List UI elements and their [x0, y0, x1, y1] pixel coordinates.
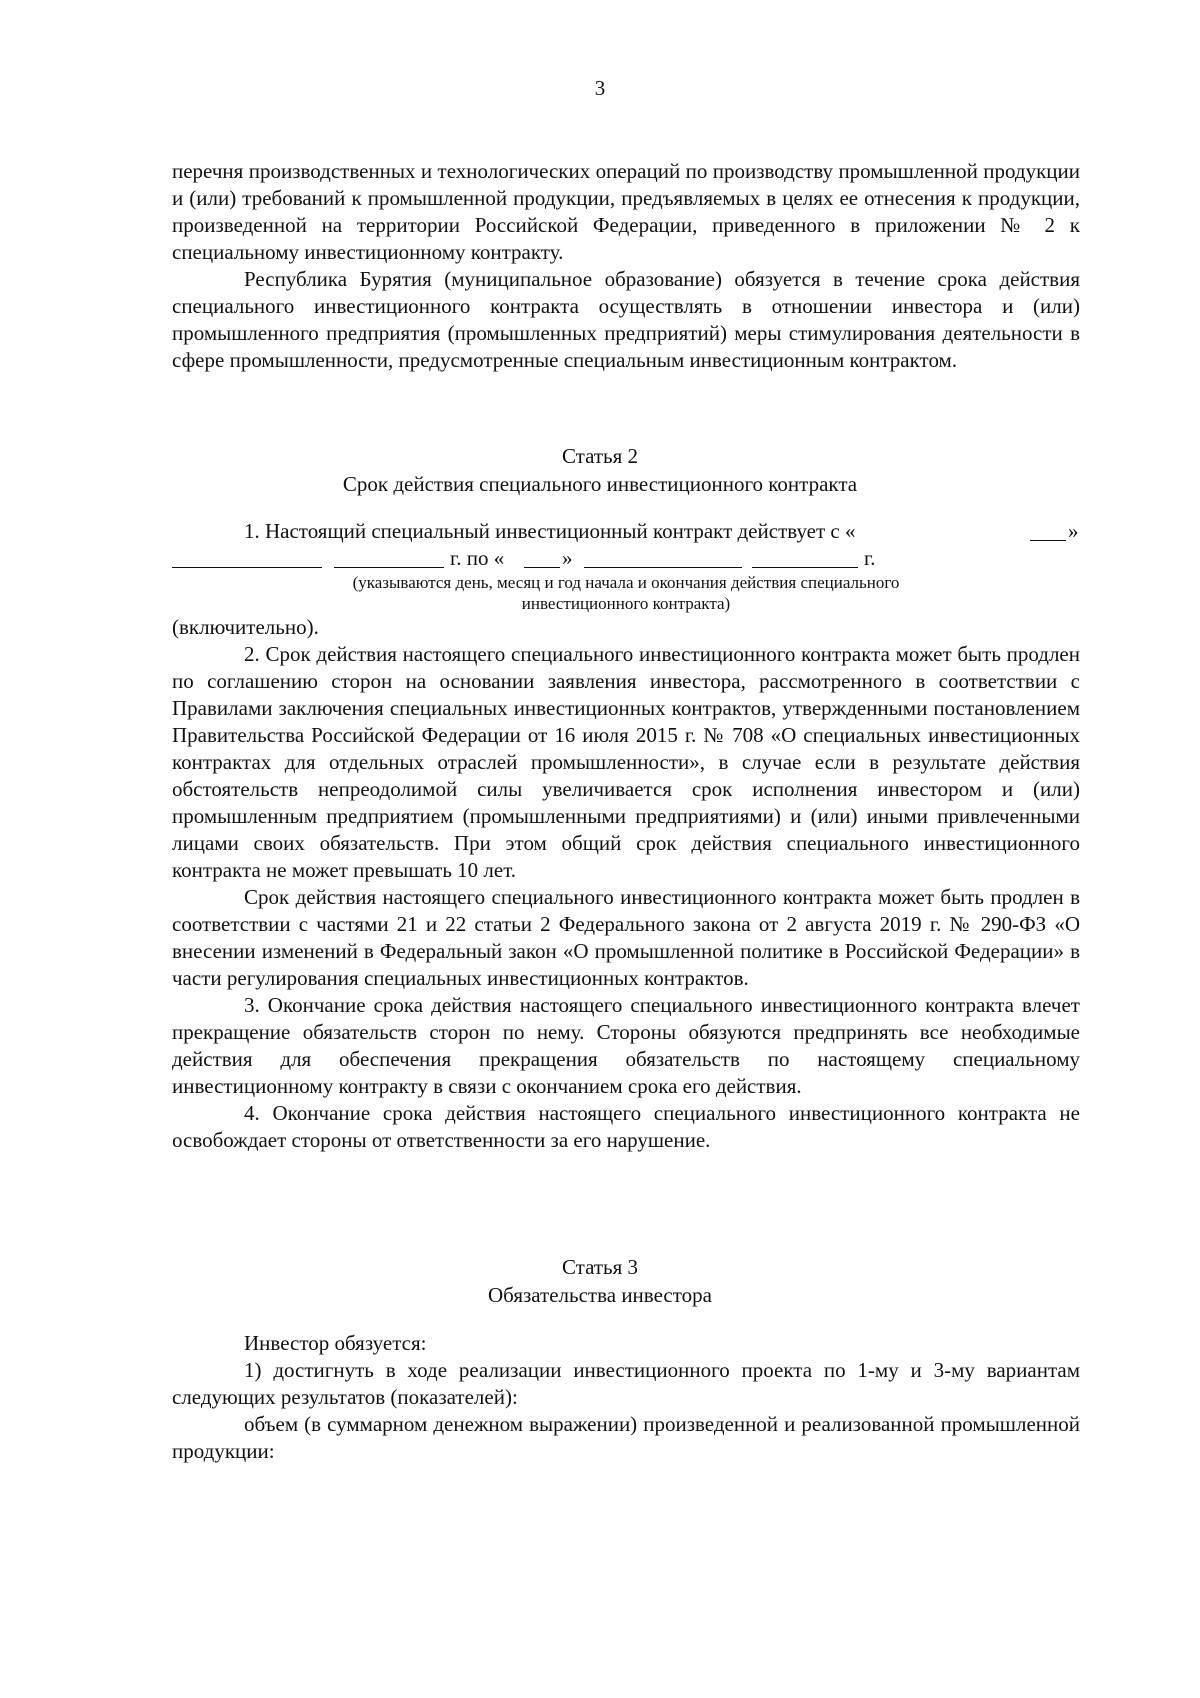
- dates-hint-line-1: (указываются день, месяц и год начала и окончания действия специального: [352, 573, 900, 592]
- start-day-blank: [1030, 520, 1066, 541]
- intro-block: [172, 158, 1080, 374]
- article-2-heading: [0, 442, 1200, 498]
- article-3-title: Обязательства инвестора: [488, 1283, 712, 1307]
- start-quote-close: »: [1068, 519, 1079, 543]
- article-3-volume: объем (в суммарном денежном выражении) произведенной и реализованной промышленной продукции:: [172, 1412, 1080, 1463]
- dates-row-2: [172, 545, 1080, 572]
- intro-paragraph-1: перечня производственных и технологических операций по производству промышленной продукции и (или) требований к промышленной продукции, предъявляемых в целях ее отнесения к продукции, произведенной на территории Российской Федерации, приведенного в приложении № 2 к специальному инвестиционному контракту.: [172, 159, 1080, 264]
- year-end-label: г.: [864, 546, 876, 570]
- article-3-number: Статья 3: [561, 1255, 639, 1279]
- dates-hint: [172, 572, 1080, 614]
- page-number: 3: [594, 76, 606, 100]
- start-year-blank: [334, 547, 444, 568]
- end-month-blank: [584, 547, 742, 568]
- dates-hint-line-2: инвестиционного контракта): [521, 594, 731, 613]
- dates-row-1: [172, 518, 1080, 545]
- end-quote-close: »: [562, 546, 573, 570]
- article-2-number: Статья 2: [561, 444, 639, 468]
- start-month-blank: [172, 547, 322, 568]
- article-2-item-3: 3. Окончание срока действия настоящего специального инвестиционного контракта влечет прекращение обязательств сторон по нему. Стороны обязуются предпринять все необходимые действия для обеспечения прекращения обязательств по настоящему специальному инвестиционному контракту в связи с окончанием срока его действия.: [172, 993, 1080, 1098]
- end-year-blank: [752, 547, 858, 568]
- inclusive-text: (включительно).: [172, 615, 319, 639]
- article-2-item-2-extra: Срок действия настоящего специального инвестиционного контракта может быть продлен в соответствии с частями 21 и 22 статьи 2 Федерального закона от 2 августа 2019 г. № 290-ФЗ «О внесении изменений в Федеральный закон «О промышленной политике в Российской Федерации» в части регулирования специальных инвестиционных контрактов.: [172, 885, 1080, 990]
- article-3-body: [172, 1330, 1080, 1465]
- year-by-label: г. по «: [450, 546, 505, 570]
- article-3-item-1: 1) достигнуть в ходе реализации инвестиционного проекта по 1-му и 3-му вариантам следующих результатов (показателей):: [172, 1358, 1080, 1409]
- article-3-heading: [0, 1253, 1200, 1309]
- article-2-item-2: 2. Срок действия настоящего специального инвестиционного контракта может быть продлен по соглашению сторон на основании заявления инвестора, рассмотренного в соответствии с Правилами заключения специальных инвестиционных контрактов, утвержденными постановлением Правительства Российской Федерации от 16 июля 2015 г. № 708 «О специальных инвестиционных контрактах для отдельных отраслей промышленности», в случае если в результате действия обстоятельств непреодолимой силы увеличивается срок исполнения инвестором и (или) промышленным предприятием (промышленными предприятиями) и (или) иными привлеченными лицами своих обязательств. При этом общий срок действия специального инвестиционного контракта не может превышать 10 лет.: [172, 642, 1080, 882]
- article-3-lead: Инвестор обязуется:: [244, 1331, 427, 1355]
- item-1-start: 1. Настоящий специальный инвестиционный контракт действует с «: [244, 519, 856, 543]
- contract-dates: [172, 518, 1080, 572]
- article-2-item-4: 4. Окончание срока действия настоящего специального инвестиционного контракта не освобождает стороны от ответственности за его нарушение.: [172, 1101, 1080, 1152]
- article-2-title: Срок действия специального инвестиционного контракта: [342, 472, 858, 496]
- article-2-body: [172, 614, 1080, 1154]
- end-day-blank: [524, 547, 560, 568]
- intro-paragraph-2: Республика Бурятия (муниципальное образование) обязуется в течение срока действия специального инвестиционного контракта осуществлять в отношении инвестора и (или) промышленного предприятия (промышленных предприятий) меры стимулирования деятельности в сфере промышленности, предусмотренные специальным инвестиционным контрактом.: [172, 267, 1080, 372]
